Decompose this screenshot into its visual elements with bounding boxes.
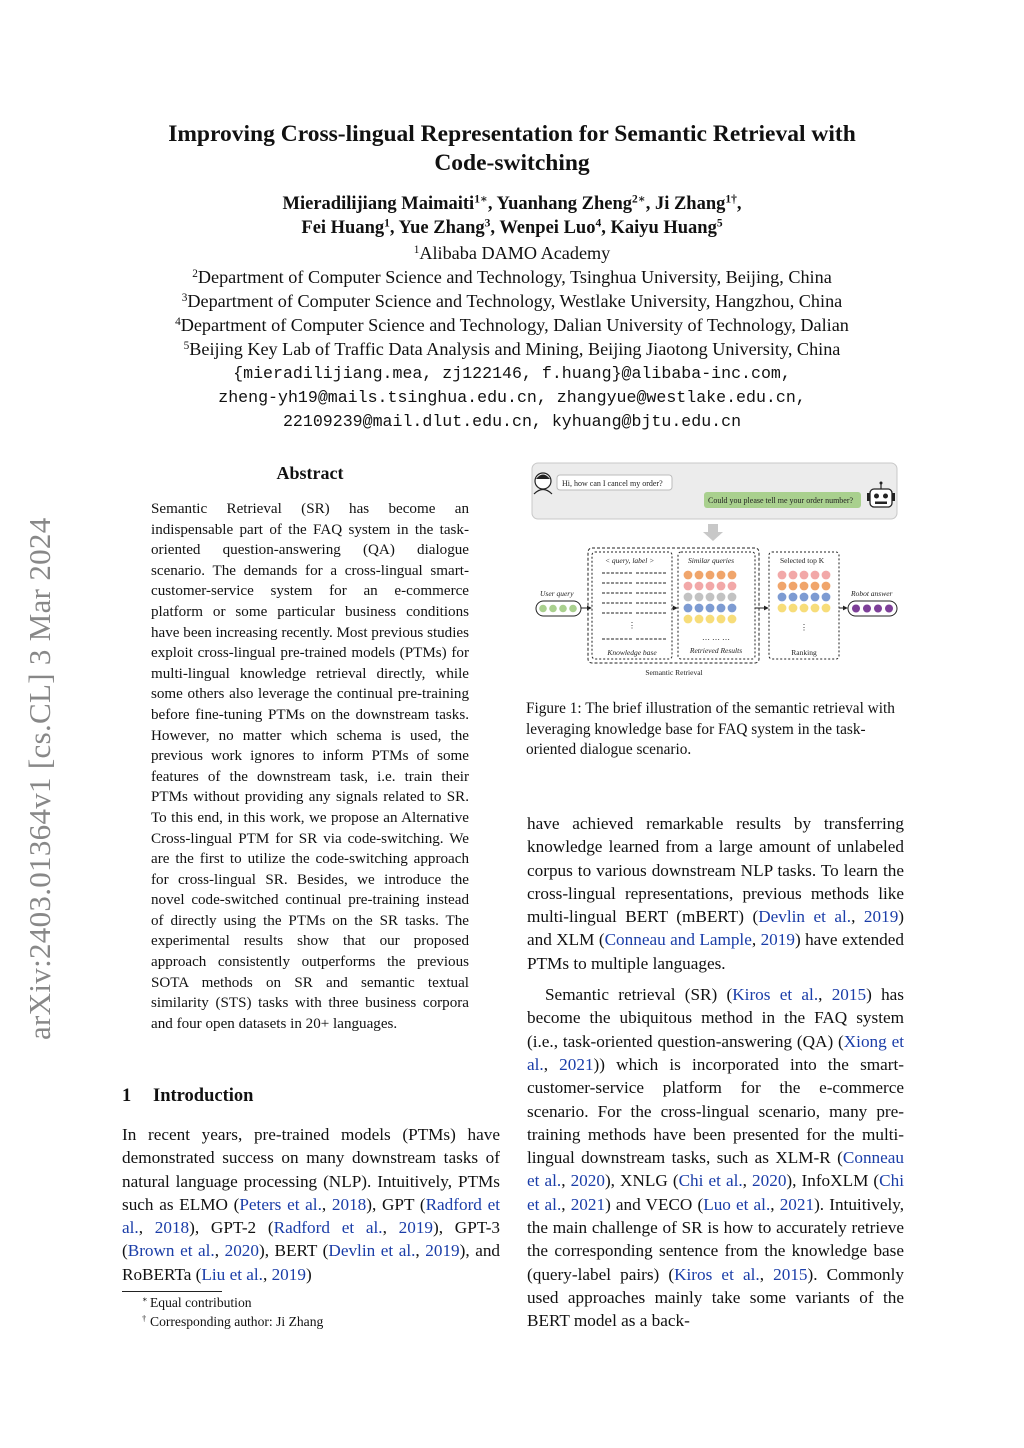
author-name: Fei Huang [301,218,385,238]
figure-dot [684,571,693,580]
citation-link[interactable]: Luo et al. [703,1194,771,1214]
citation-year-link[interactable]: 2019 [398,1218,434,1238]
body-text: ). Commonly used approaches mainly take some variants of the BERT model as a back- [527,1264,905,1331]
figure-dot [539,605,547,613]
knowledge-base-label: Knowledge base [607,648,657,657]
body-text: ) and XLM ( [527,907,905,950]
kb-header: < query, label > [605,556,655,565]
figure-dot [695,582,704,591]
figure-dot [728,593,737,602]
abstract-heading: Abstract [276,463,344,483]
figure-dot [684,604,693,613]
citation-year-link[interactable]: 2019 [425,1241,460,1261]
results-ellipsis: … … … [702,633,730,642]
intro-paragraph: In recent years, pre-trained models (PTMs) have demonstrated success on many downstream tasks of natural language processing (NLP). Intuitively, PTMs such as ELMO (Peters et al., 2018), GPT (Radford et al., 2018), GPT-2 (Radford et al., 2019), GPT-3 (Brown et al., 2020), BERT (Devlin et al., 2019), and RoBERTa (Liu et al., 2019) [122,1125,501,1284]
figure-dot [559,605,567,613]
figure-dot [695,593,704,602]
section-heading [122,1086,253,1107]
figure-dot [717,593,726,602]
affiliation-text: Department of Computer Science and Technology, Westlake University, Hangzhou, China [187,291,843,311]
affiliation-number: 4 [175,315,181,328]
body-text: ) has become the ubiquitous method in the FAQ system (i.e., task-oriented question-answering (QA) ( [527,985,904,1051]
figure-dot [549,605,557,613]
figure-dot [695,615,704,624]
affiliation-text: Alibaba DAMO Academy [419,243,611,263]
author-name: Yue Zhang [398,218,485,238]
semantic-retrieval-label: Semantic Retrieval [645,668,703,677]
citation-year-link[interactable]: 2018 [154,1218,190,1238]
ranking-dots [778,571,831,613]
ranking-ellipsis: ⋮ [800,623,808,632]
section-number: 1 [122,1086,132,1106]
body-text: ), GPT-3 ( [122,1218,501,1261]
citation-year-link[interactable]: 2020 [752,1171,787,1191]
figure-dot [728,604,737,613]
citation-year-link[interactable]: 2020 [570,1171,605,1191]
figure-dot [695,571,704,580]
citation-link[interactable]: Chi et al. [527,1171,904,1214]
author-name: Kaiyu Huang [610,218,717,238]
figure-dot [811,582,820,591]
affiliation [100,241,924,265]
footnote: ∗ Equal contribution [142,1294,252,1310]
selected-top-k-label: Selected top K [780,556,825,565]
citation-link[interactable]: Kiros et al. [674,1264,760,1284]
citation-year-link[interactable]: 2021 [570,1194,606,1214]
body-text: )) which is incorporated into the smart-customer-service platform for the e-commerce scenario. For the cross-lingual scenario, many pre-training methods have been presented for the multi-lingual downstream tasks, such as XLM-R ( [527,1054,904,1168]
figure-dot [706,604,715,613]
citation-link[interactable]: Peters et al. [239,1194,322,1214]
figure-semantic-retrieval [528,462,904,684]
figure-dot [778,582,787,591]
affiliation-number: 1 [413,243,420,256]
abstract-body: Semantic Retrieval (SR) has become an indispensable part of the FAQ system in the task-oriented question-answering (QA) dialogue scenario. The demands for a cross-lingual smart-customer-service system for an e-commerce platform or some particular business conditions have been increasing recently. Most previous studies exploit cross-lingual pre-trained models (PTMs) for multi-lingual knowledge retrieval directly, while some others also leverage the continual pre-training before fine-tuning PTMs on the downstream tasks. However, no matter which schema is used, the previous work ignores to inform PTMs of some features of the downstream task, i.e. train their PTMs without providing any signals related to SR. To this end, in this work, we propose an Alternative Cross-lingual PTM for SR via code-switching. We are the first to utilize the code-switching approach for cross-lingual SR. Besides, we introduce the novel code-switched continual pre-training instead of directly using the PTMs on the SR tasks. The experimental results show that our proposed approach consistently outperforms the previous SOTA methods on SR and semantic textual similarity (STS) tasks with three business corpora and four open datasets in 20+ languages. [151,501,469,1032]
title-line-2: Code-switching [434,150,590,176]
user-message: Hi, how can I cancel my order? [562,479,663,488]
knowledge-base-box [592,552,672,659]
paper-title [120,120,904,178]
paragraph: have achieved remarkable results by transferring knowledge learned from a large amount of unlabeled corpus to various downstream NLP tasks. To learn the cross-lingual representations, previous methods like multi-lingual BERT (mBERT) (Devlin et al., 2019) and XLM (Conneau and Lample, 2019) have extended PTMs to multiple languages. [527,814,905,973]
body-text: ). Intuitively, the main challenge of SR is how to accurately retrieve the corresponding sentence from the knowledge base (query-label pairs) ( [527,1194,905,1284]
arxiv-identifier: arXiv:2403.01364v1 [cs.CL] 3 Mar 2024 [22,517,57,1040]
figure-dot [789,571,798,580]
body-text: In recent years, pre-trained models (PTMs) have demonstrated success on many downstream tasks of natural language processing (NLP). Intuitively, PTMs such as ELMO ( [122,1125,500,1214]
figure-dot [800,593,809,602]
figure-dot [778,593,787,602]
figure-dot [728,615,737,624]
author-mark: 1 [384,217,390,230]
affiliation-number: 3 [181,291,188,304]
affiliation-text: Beijing Key Lab of Traffic Data Analysis and Mining, Beijing Jiaotong University, China [189,339,841,359]
author-mark: 5 [716,217,723,230]
figure-dot [789,604,798,613]
figure-dot [684,593,693,602]
figure-dot [717,604,726,613]
citation-year-link[interactable]: 2015 [831,985,867,1005]
right-column-body [527,812,904,1333]
author-mark: 1† [725,193,737,206]
affiliation [100,313,924,337]
email-list [100,362,924,434]
author-name: Mieradilijiang Maimaiti [282,194,475,214]
retrieved-results-label: Retrieved Results [689,646,743,655]
similar-queries-label: Similar queries [688,556,735,565]
figure-dot [800,582,809,591]
figure-dot [822,582,831,591]
figure-dot [778,604,787,613]
body-text: have achieved remarkable results by transferring knowledge learned from a large amount of unlabeled corpus to various downstream NLP tasks. To learn the cross-lingual representations, previous methods like multi-lingual BERT (mBERT) ( [527,814,904,927]
figure-dot [852,605,860,613]
body-text: ), GPT-2 ( [189,1218,274,1238]
citation-link[interactable]: Conneau and Lample [604,930,752,950]
citation-link[interactable]: Liu et al. [201,1264,263,1284]
email-line: 22109239@mail.dlut.edu.cn, kyhuang@bjtu.edu.cn [282,412,742,431]
figure-dot [684,582,693,591]
footnote-text: Corresponding author: Ji Zhang [150,1314,324,1329]
figure-dot [822,593,831,602]
figure-dot [695,604,704,613]
kb-ellipsis: ⋮ [628,621,636,630]
email-line: zheng-yh19@mails.tsinghua.edu.cn, zhangyue@westlake.edu.cn, [218,388,806,407]
robot-message: Could you please tell me your order number? [708,496,854,505]
robot-answer-dots [852,605,893,613]
figure-dot [863,605,871,613]
figure-dot [800,604,809,613]
email-line: {mieradilijiang.mea, zj122146, f.huang}@alibaba-inc.com, [233,364,791,383]
body-text: ), GPT ( [366,1194,426,1214]
figure-dot [706,615,715,624]
footnote: † Corresponding author: Ji Zhang [142,1313,324,1329]
body-text: ) have extended PTMs to multiple languages. [527,930,904,973]
affiliation-number: 5 [183,339,190,352]
ranking-label: Ranking [791,648,817,657]
robot-answer-label: Robot answer [851,589,893,598]
body-text: Semantic retrieval (SR) ( [545,985,733,1005]
citation-link[interactable]: Chi et al. [678,1171,743,1191]
down-arrow-icon [703,524,723,541]
affiliation-list [100,241,924,361]
figure-caption: Figure 1: The brief illustration of the semantic retrieval with leveraging knowledge base for FAQ system in the task-oriented dialogue scenario. [526,700,895,758]
figure-dot [569,605,577,613]
figure-dot [885,605,893,613]
figure-dot [684,615,693,624]
citation-year-link[interactable]: 2021 [559,1054,594,1074]
citation-year-link[interactable]: 2020 [224,1241,259,1261]
footnote-rule [122,1291,222,1292]
affiliation [100,265,924,289]
figure-dot [717,615,726,624]
user-query-dots [539,605,577,613]
author-list [120,192,904,240]
affiliation-text: Department of Computer Science and Technology, Tsinghua University, Beijing, China [197,267,832,287]
user-query-label: User query [540,589,574,598]
citation-year-link[interactable]: 2018 [331,1194,367,1214]
figure-dot [874,605,882,613]
figure-dot [728,571,737,580]
body-text: ) and VECO ( [605,1194,704,1214]
author-mark: 1∗ [474,193,488,206]
figure-dot [706,593,715,602]
figure-dot [717,582,726,591]
author-line-1: Mieradilijiang Maimaiti$^{1∗}$, Yuanhang Zheng$^{2∗}$, Ji Zhang$^{1\dagger}$, [282,193,742,214]
figure-dot [822,571,831,580]
author-line-2: Fei Huang$^1$, Yue Zhang$^3$, Wenpei Luo$^4$, Kaiyu Huang$^5$ [301,217,723,238]
author-mark: 3 [484,217,491,230]
figure-dot [789,593,798,602]
section-title: Introduction [153,1086,254,1106]
figure-dot [800,571,809,580]
body-text: ), and RoBERTa ( [122,1241,501,1284]
figure-dot [778,571,787,580]
dialogue-panel [532,463,897,519]
citation-year-link[interactable]: 2019 [863,907,899,927]
figure-dot [789,582,798,591]
figure-dot [822,604,831,613]
author-mark: 2∗ [632,193,646,206]
title-line-1: Improving Cross-lingual Representation for Semantic Retrieval with [168,121,856,147]
author-name: Ji Zhang [654,194,726,214]
citation-link[interactable]: Conneau et al. [527,1148,904,1191]
affiliation [100,289,924,313]
citation-link[interactable]: Devlin et al. [758,907,852,927]
citation-year-link[interactable]: 2015 [773,1264,808,1284]
citation-year-link[interactable]: 2021 [779,1194,815,1214]
author-mark: 4 [595,217,602,230]
citation-link[interactable]: Brown et al. [127,1241,215,1261]
affiliation-text: Department of Computer Science and Technology, Dalian University of Technology, Dalian [180,315,849,335]
citation-year-link[interactable]: 2019 [760,930,795,950]
figure-dot [717,571,726,580]
footnote-text: Equal contribution [150,1295,252,1310]
figure-dot [706,582,715,591]
citation-link[interactable]: Devlin et al. [328,1241,416,1261]
figure-dot [811,604,820,613]
author-name: Yuanhang Zheng [496,194,633,214]
author-name: Wenpei Luo [499,218,596,238]
figure-dot [728,582,737,591]
body-text: ), BERT ( [258,1241,329,1261]
paragraph: Semantic retrieval (SR) (Kiros et al., 2015) has become the ubiquitous method in the FAQ system (i.e., task-oriented question-answering (QA) (Xiong et al., 2021)) which is incorporated into the smart-customer-service platform for the e-commerce scenario. For the cross-lingual scenario, many pre-training methods have been presented for the multi-lingual downstream tasks, such as XLM-R (Conneau et al., 2020), XNLG (Chi et al., 2020), InfoXLM (Chi et al., 2021) and VECO (Luo et al., 2021). Intuitively, the main challenge of SR is how to accurately retrieve the corresponding sentence from the knowledge base (query-label pairs) (Kiros et al., 2015). Commonly used approaches mainly take some variants of the BERT model as a back- [527,985,905,1331]
footnotes [142,1293,324,1331]
similar-query-dots [684,571,737,624]
affiliation [100,337,924,361]
body-text: ), XNLG ( [604,1171,679,1191]
citation-link[interactable]: Radford et al. [122,1194,500,1238]
figure-dot [811,571,820,580]
affiliation-number: 2 [192,267,198,280]
citation-link[interactable]: Xiong et al. [527,1031,904,1074]
citation-year-link[interactable]: 2019 [271,1264,306,1284]
citation-link[interactable]: Kiros et al. [732,985,819,1005]
figure-dot [811,593,820,602]
body-text: ), InfoXLM ( [786,1171,880,1191]
citation-link[interactable]: Radford et al. [273,1218,383,1238]
figure-dot [706,571,715,580]
body-text: ) [305,1264,312,1284]
